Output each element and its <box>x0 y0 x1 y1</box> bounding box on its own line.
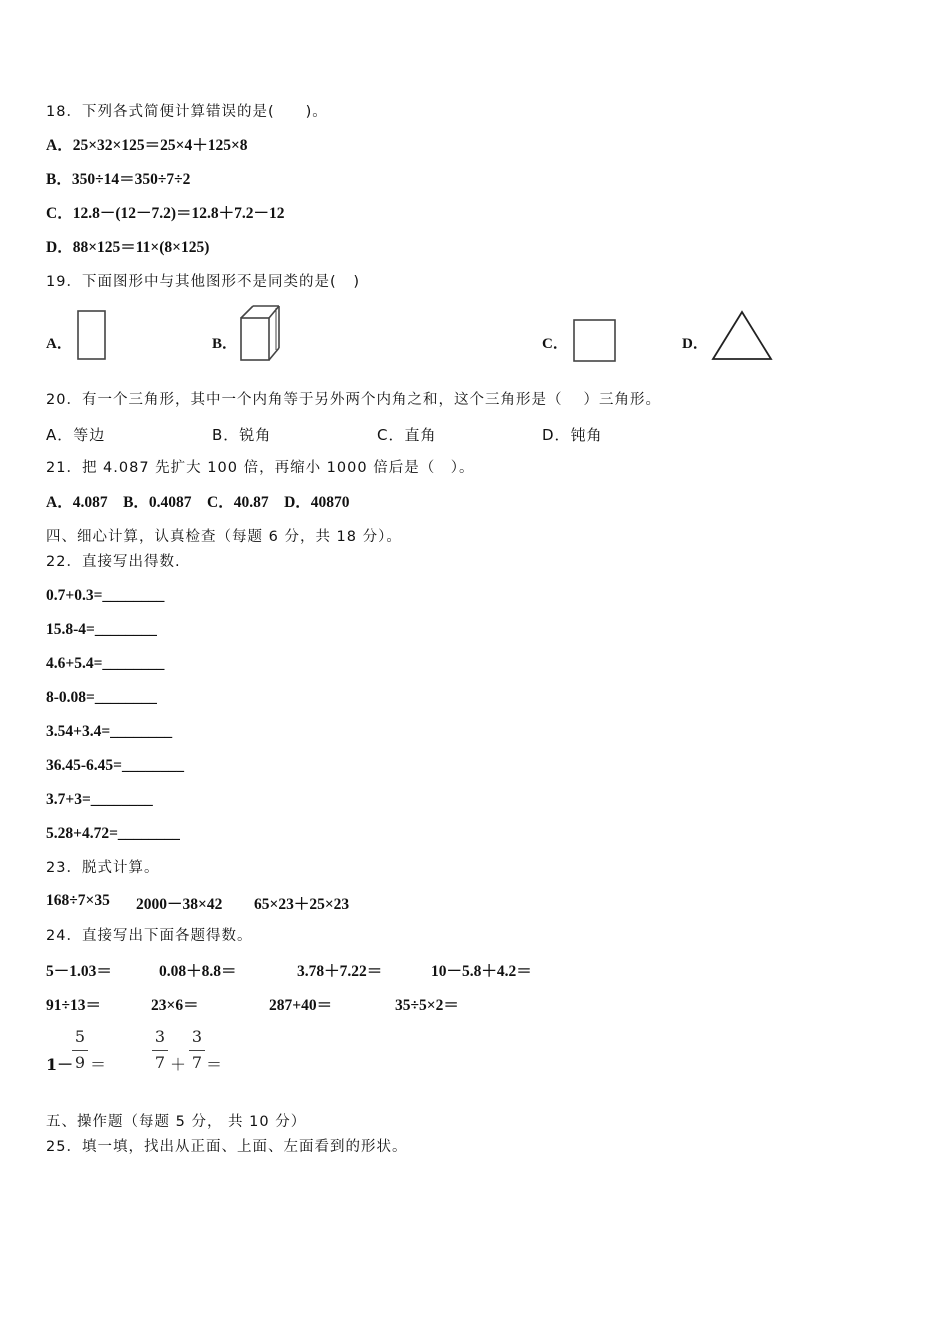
q18-option-c: C．12.8－(12－7.2)＝12.8＋7.2－12 <box>46 205 285 222</box>
q22-item: 0.7+0.3=________ <box>46 587 165 604</box>
fraction-denominator: 7 <box>191 1053 203 1072</box>
q21-options: A．4.087 B．0.4087 C．40.87 D．40870 <box>46 494 350 511</box>
q20-option-a: A．等边 <box>46 426 106 444</box>
q23-item: 2000－38×42 <box>136 896 223 913</box>
q24-item: 91÷13＝ <box>46 997 102 1014</box>
q18-option-b: B．350÷14＝350÷7÷2 <box>46 171 191 188</box>
fraction-numerator: 3 <box>191 1027 203 1046</box>
q19-option-b-label: B． <box>212 336 238 352</box>
q20-option-d: D．钝角 <box>542 426 603 444</box>
equals-sign: ＝ <box>90 1055 107 1074</box>
q24-item: 0.08＋8.8＝ <box>159 963 237 980</box>
q24-item: 5－1.03＝ <box>46 963 112 980</box>
fraction-numerator: 3 <box>154 1027 166 1046</box>
fraction-expr-whole: 1－ <box>46 1055 74 1074</box>
fraction-denominator: 7 <box>154 1053 166 1072</box>
q22-item: 4.6+5.4=________ <box>46 655 165 672</box>
q24-item: 35÷5×2＝ <box>395 997 459 1014</box>
q20-option-c: C．直角 <box>377 426 437 444</box>
q19-option-c-label: C． <box>542 336 568 352</box>
q19-option-d-label: D． <box>682 336 708 352</box>
q20-stem: 20．有一个三角形，其中一个内角等于另外两个内角之和，这个三角形是（ ）三角形。 <box>46 392 662 408</box>
q24-item: 3.78＋7.22＝ <box>297 963 383 980</box>
q23-stem: 23．脱式计算。 <box>46 860 160 876</box>
triangle-figure <box>709 309 775 363</box>
fraction-denominator: 9 <box>74 1053 86 1072</box>
q22-item: 15.8-4=________ <box>46 621 157 638</box>
q18-stem: 18．下列各式简便计算错误的是( )。 <box>46 104 328 120</box>
q22-item: 8-0.08=________ <box>46 689 157 706</box>
q19-stem: 19．下面图形中与其他图形不是同类的是( ) <box>46 274 361 290</box>
fraction-bar <box>152 1050 168 1051</box>
q22-item: 3.54+3.4=________ <box>46 723 173 740</box>
square-figure <box>572 318 618 364</box>
q18-option-d: D．88×125＝11×(8×125) <box>46 239 210 256</box>
q24-item: 10－5.8＋4.2＝ <box>431 963 532 980</box>
q22-stem: 22．直接写出得数. <box>46 554 181 570</box>
rectangle-figure <box>76 309 108 363</box>
q20-option-b: B．锐角 <box>212 426 272 444</box>
cuboid-figure <box>238 302 284 364</box>
fraction-bar <box>189 1050 205 1051</box>
q21-stem: 21．把 4.087 先扩大 100 倍，再缩小 1000 倍后是（ ）。 <box>46 460 475 476</box>
fraction-numerator: 5 <box>74 1027 86 1046</box>
q22-item: 36.45-6.45=________ <box>46 757 184 774</box>
q22-item: 5.28+4.72=________ <box>46 825 180 842</box>
q22-item: 3.7+3=________ <box>46 791 153 808</box>
q25-stem: 25．填一填，找出从正面、上面、左面看到的形状。 <box>46 1139 408 1155</box>
equals-sign: ＝ <box>206 1055 223 1074</box>
section-5-heading: 五、操作题（每题 5 分， 共 10 分） <box>46 1114 307 1130</box>
plus-sign: ＋ <box>170 1055 187 1074</box>
q24-item: 23×6＝ <box>151 997 199 1014</box>
fraction-bar <box>72 1050 88 1051</box>
q18-option-a: A．25×32×125＝25×4＋125×8 <box>46 137 248 154</box>
q23-item: 65×23＋25×23 <box>254 896 350 913</box>
q24-item: 287+40＝ <box>269 997 333 1014</box>
q24-stem: 24．直接写出下面各题得数。 <box>46 928 253 944</box>
q19-option-a-label: A． <box>46 336 72 352</box>
q23-item: 168÷7×35 <box>46 892 110 909</box>
section-4-heading: 四、细心计算，认真检查（每题 6 分，共 18 分）。 <box>46 529 402 545</box>
